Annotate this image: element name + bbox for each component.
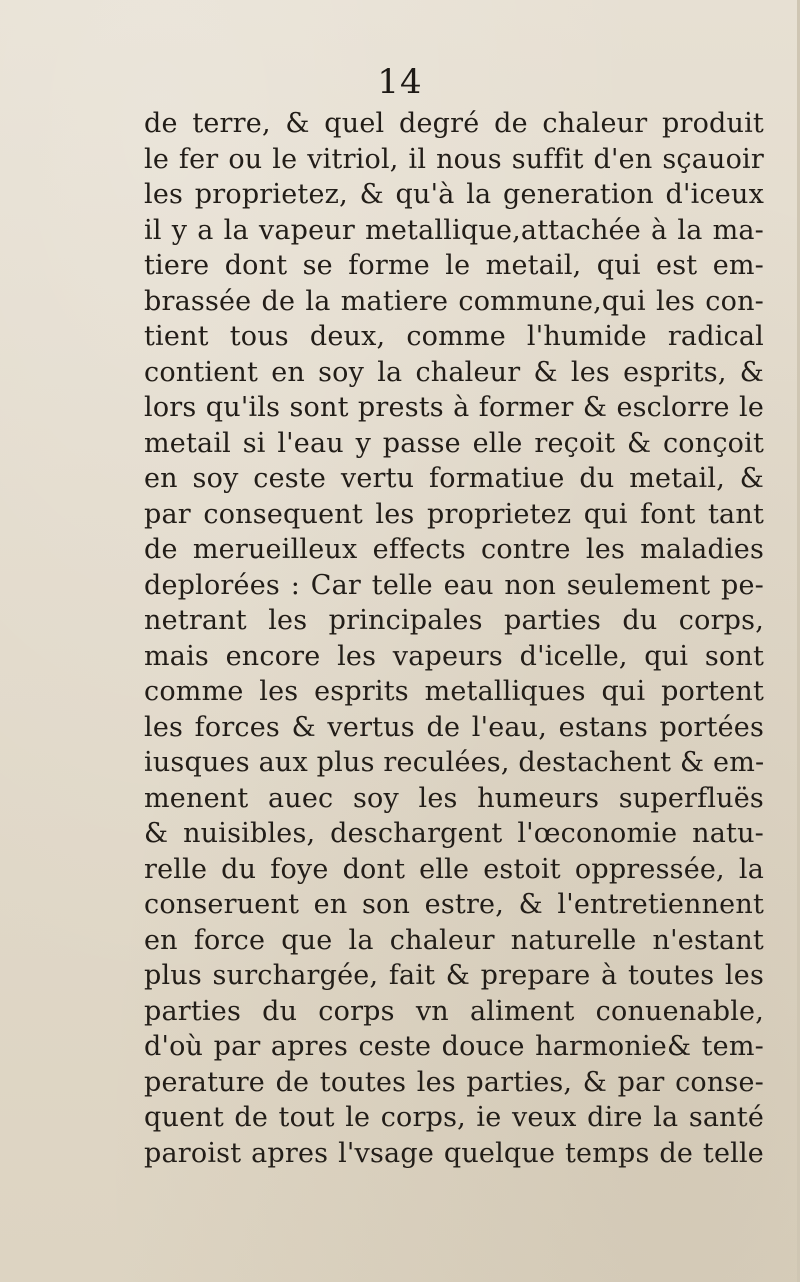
- text-line: comme les esprits metalliques qui portent: [144, 676, 764, 707]
- text-line: par consequent les proprietez qui font tant: [144, 498, 764, 530]
- text-line: menent auec soy les humeurs superfluës: [144, 782, 764, 814]
- text-line: il y a la vapeur metallique,attachée à la ma-: [144, 214, 764, 246]
- text-line: lors qu'ils sont prests à former & esclorre le: [144, 392, 764, 423]
- text-line: le fer ou le vitriol, il nous suffit d'en sçauoir: [144, 143, 764, 175]
- text-line: les forces & vertus de l'eau, estans portées: [144, 711, 764, 743]
- text-line: metail si l'eau y passe elle reçoit & conçoit: [144, 427, 764, 459]
- text-line: iusques aux plus reculées, destachent & em-: [144, 747, 765, 778]
- text-line: tiere dont se forme le metail, qui est em-: [144, 250, 764, 281]
- text-line: de terre, & quel degré de chaleur produit: [144, 108, 764, 139]
- text-line: parties du corps vn aliment conuenable,: [144, 995, 764, 1027]
- page-number: 14: [377, 62, 423, 102]
- text-line: & nuisibles, deschargent l'œconomie natu-: [144, 818, 764, 849]
- text-line: conseruent en son estre, & l'entretiennent: [144, 889, 764, 920]
- text-line: netrant les principales parties du corps,: [144, 605, 764, 636]
- text-line: en force que la chaleur naturelle n'estant: [144, 924, 764, 956]
- text-line: d'où par apres ceste douce harmonie& tem-: [144, 1031, 764, 1062]
- text-line: plus surchargée, fait & prepare à toutes les: [144, 960, 764, 991]
- text-line: brassée de la matiere commune,qui les con-: [144, 285, 764, 317]
- text-line: les proprietez, & qu'à la generation d'iceux: [144, 179, 764, 210]
- text-line: quent de tout le corps, ie veux dire la santé: [144, 1102, 764, 1133]
- text-line: tient tous deux, comme l'humide radical: [144, 321, 764, 352]
- text-line: en soy ceste vertu formatiue du metail, &: [144, 463, 764, 494]
- text-line: de merueilleux effects contre les maladies: [144, 534, 764, 565]
- text-line: deplorées : Car telle eau non seulement pe-: [144, 569, 764, 601]
- text-line: paroist apres l'vsage quelque temps de telle: [144, 1137, 764, 1169]
- text-line: mais encore les vapeurs d'icelle, qui sont: [144, 640, 764, 672]
- text-line: contient en soy la chaleur & les esprits, &: [144, 356, 764, 388]
- text-line: relle du foye dont elle estoit oppressée, la: [144, 853, 764, 885]
- text-line: perature de toutes les parties, & par conse-: [144, 1066, 764, 1098]
- body-text: [144, 106, 764, 1171]
